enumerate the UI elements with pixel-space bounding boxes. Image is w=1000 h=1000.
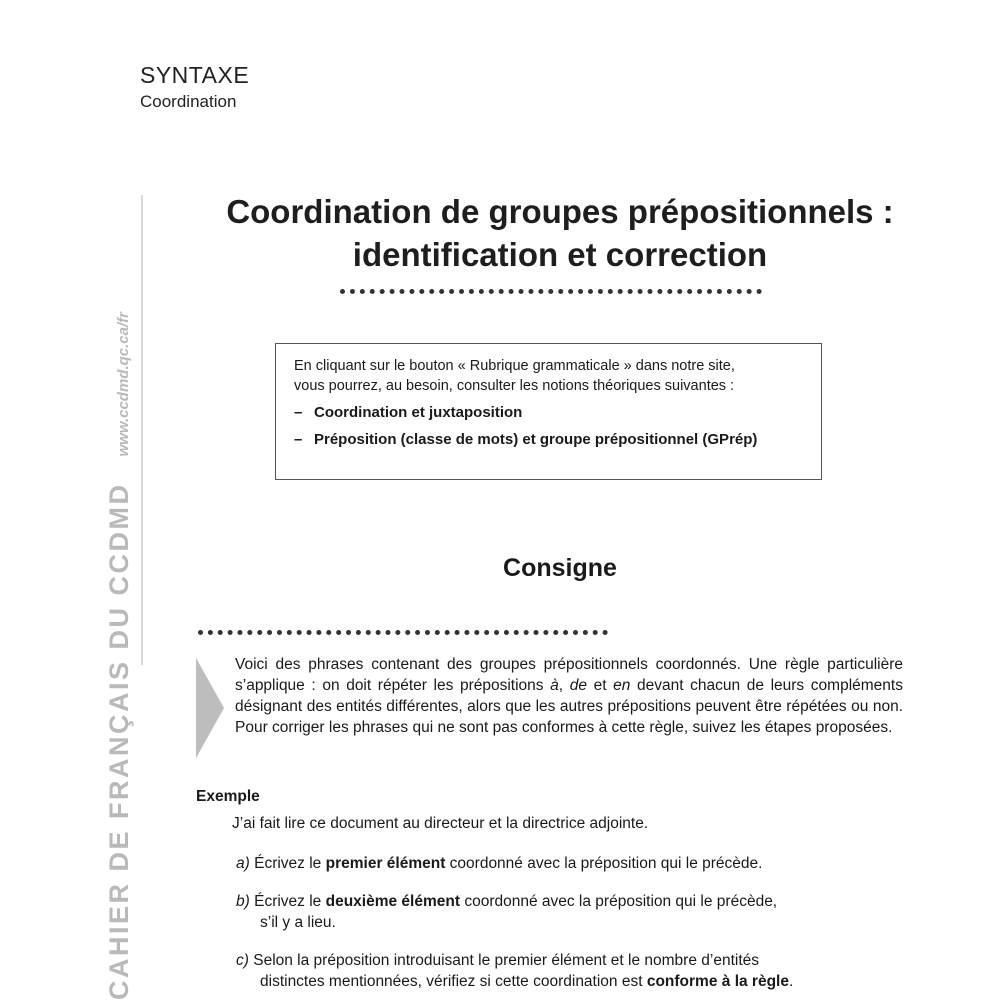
- note-line-2: vous pourrez, au besoin, consulter les notions théoriques suivantes :: [294, 378, 735, 394]
- arrow-marker-icon: [196, 658, 224, 758]
- consigne-dotted-rule: [198, 630, 608, 635]
- step-b: b) Écrivez le deuxième élément coordonné avec la préposition qui le précède, s’il y a lieu.: [236, 893, 778, 931]
- title-line-1: Coordination de groupes prépositionnels :: [226, 193, 894, 230]
- step-c: c) Selon la préposition introduisant le premier élément et le nombre d’entités distinctes mentionnées, vérifiez si cette coordination est conforme à la règle.: [236, 952, 794, 990]
- sidebar-url: www.ccdmd.qc.ca/fr: [115, 312, 132, 457]
- note-line-1: En cliquant sur le bouton « Rubrique grammaticale » dans notre site,: [294, 358, 735, 374]
- section-label: SYNTAXE: [140, 62, 250, 88]
- step-a: a) Écrivez le premier élément coordonné avec la préposition qui le précède.: [236, 855, 763, 872]
- consigne-heading: Consigne: [503, 554, 617, 582]
- note-list-item: – Coordination et juxtaposition: [294, 404, 523, 421]
- note-box: [275, 343, 822, 480]
- exemple-sentence: J’ai fait lire ce document au directeur et la directrice adjointe.: [232, 815, 649, 832]
- subsection-label: Coordination: [140, 92, 237, 111]
- exemple-heading: Exemple: [196, 788, 260, 805]
- title-dotted-rule: [340, 289, 762, 294]
- page-header: [140, 62, 249, 112]
- title-line-2: identification et correction: [352, 236, 768, 273]
- note-list: [294, 403, 803, 450]
- note-list-item: – Préposition (classe de mots) et groupe prépositionnel (GPrép): [294, 431, 758, 448]
- sidebar-divider: [141, 195, 143, 665]
- consigne-paragraph: Voici des phrases contenant des groupes prépositionnels coordonnés. Une règle particulière s’applique : on doit répéter les prépositions à, de et en devant chacun de leurs compléments désignant des entités différentes, alors que les autres prépositions peuvent être répétées ou non. Pour corriger les phrases qui ne sont pas conformes à cette règle, suivez les étapes proposées.: [235, 656, 903, 736]
- page-title: [160, 190, 960, 276]
- sidebar-vertical-text: [104, 312, 135, 1000]
- sidebar-brand: CAHIER DE FRANÇAIS DU CCDMD: [104, 482, 134, 1000]
